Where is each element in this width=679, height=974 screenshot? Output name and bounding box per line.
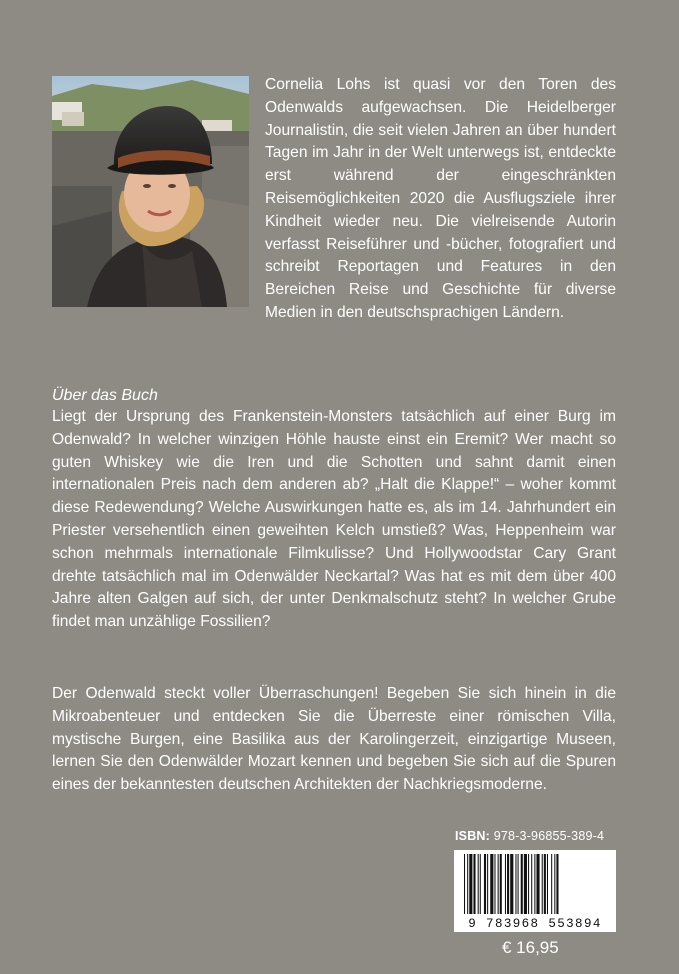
- barcode-bar: [500, 854, 502, 914]
- barcode-bar: [507, 854, 509, 914]
- barcode-bar: [542, 854, 543, 914]
- barcode-bar: [524, 854, 527, 914]
- barcode-bar: [528, 854, 529, 914]
- barcode-bar: [551, 854, 552, 914]
- barcode-bar: [490, 854, 493, 914]
- barcode-digits: 9 783968 553894: [468, 917, 602, 931]
- isbn-number: 978-3-96855-389-4: [493, 829, 605, 843]
- barcode-bar: [494, 854, 495, 914]
- price: € 16,95: [502, 938, 559, 957]
- barcode-bar: [544, 854, 546, 914]
- barcode-bar: [505, 854, 506, 914]
- book-description-paragraph-1: Liegt der Ursprung des Frankenstein-Monsters tatsächlich auf einer Burg im Odenwald? In welcher winzigen Höhle hauste einst ein Eremit? Wer macht so guten Whiskey wie die Iren und die Schotten und sahnt damit einen internationalen Preis nach dem anderen ab? „Halt die Klappe!“ – woher kommt diese Redewendung? Welche Auswirkungen hatte es, als im 14. Jahrhundert ein Priester versehentlich einen geweihten Kelch umstieß? Was, Heppenheim war schon mehrmals internationale Filmkulisse? Und Hollywoodstar Cary Grant drehte tatsächlich mal im Odenwälder Neckartal? Was hat es mit dem über 400 Jahre alten Galgen auf sich, der unter Denkmalschutz steht? In welcher Grube findet man unzählige Fossilien?: [52, 408, 616, 631]
- isbn-line: [455, 829, 615, 843]
- isbn-label: ISBN:: [455, 829, 491, 843]
- barcode-bar: [467, 854, 468, 914]
- barcode-bar: [521, 854, 523, 914]
- barcode-bar: [547, 854, 548, 914]
- barcode-bar: [478, 854, 479, 914]
- barcode-bar: [518, 854, 519, 914]
- barcode-bar: [484, 854, 486, 914]
- barcode-bar: [556, 854, 558, 914]
- book-description-paragraph-2: Der Odenwald steckt voller Überraschungen! Begeben Sie sich hinein in die Mikroabenteuer und entdecken Sie die Überreste einer römischen Villa, mystische Burgen, eine Basilika aus der Karolingerzeit, einzigartige Museen, lernen Sie den Odenwälder Mozart kennen und begeben Sie sich auf die Spuren eines der bekanntesten deutschen Architekten der Nachkriegsmoderne.: [52, 685, 616, 794]
- barcode-bar: [487, 854, 488, 914]
- barcode-icon: [454, 850, 616, 916]
- barcode: [454, 850, 616, 932]
- author-bio: Cornelia Lohs ist quasi vor den Toren des Odenwalds aufgewachsen. Die Heidelberger Journalistin, die seit vielen Jahren an über hundert Tagen im Jahr in der Welt unterwegs ist, entdeckte erst während der eingeschränkten Reisemöglichkeiten 2020 die Ausflugsziele ihrer Kindheit wieder neu. Die vielreisende Autorin verfasst Reiseführer und -bücher, fotografiert und schreibt Reportagen und Features in den Bereichen Reise und Geschichte für diverse Medien in den deutschsprachigen Ländern.: [265, 76, 616, 321]
- barcode-bar: [510, 854, 513, 914]
- barcode-bar: [515, 854, 516, 914]
- barcode-bar: [531, 854, 532, 914]
- barcode-bar: [534, 854, 535, 914]
- barcode-bar: [473, 854, 475, 914]
- barcode-bar: [480, 854, 481, 914]
- about-book-heading: Über das Buch: [52, 387, 158, 404]
- barcode-bar: [554, 854, 555, 914]
- barcode-bar: [464, 854, 465, 914]
- barcode-bar: [498, 854, 499, 914]
- barcode-bar: [536, 854, 539, 914]
- barcode-bar: [469, 854, 472, 914]
